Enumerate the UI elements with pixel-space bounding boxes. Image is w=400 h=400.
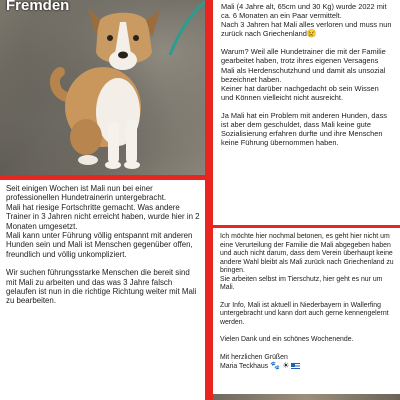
photo-title: Fremden	[6, 0, 70, 14]
progress-achievements: Mali hat riesige Fortschritte gemacht. Was andere Trainer in 3 Jahren nicht erreicht haben, wurde hier in 2 Monaten umgesetzt.	[6, 202, 200, 231]
progress-intro: Seit einigen Wochen ist Mali nun bei einer professionellen Hundetrainerin untergebracht.	[6, 184, 167, 203]
note-greeting: Mit herzlichen Grüßen	[220, 353, 288, 361]
story-lost: Nach 3 Jahren hat Mali alles verloren und muss nun zurück nach Griechenland😢	[221, 20, 392, 39]
crying-face-icon: 😢	[306, 29, 317, 39]
story-problem: Ja Mali hat ein Problem mit anderen Hunden, dass ist aber dem geschuldet, dass Mali keine gute Sozialisierung erfahren durfte und ihre Menschen keine Führung übernommen haben.	[221, 110, 387, 148]
dog-photo	[0, 0, 205, 175]
greek-flag-icon	[291, 363, 300, 369]
story-trainers: Keiner hat darüber nachgedacht ob sein Wissen und Können vielleicht nicht ausreicht.	[221, 83, 379, 102]
story-intro: Mali (4 Jahre alt, 65cm und 30 Kg) wurde 2022 mit ca. 6 Monaten an ein Paar vermittelt.	[221, 2, 387, 21]
note-thanks: Vielen Dank und ein schönes Wochenende.	[220, 336, 354, 343]
progress-call-to-action: Wir suchen führungsstarke Menschen die bereit sind mit Mali zu arbeiten und das was 3 Jahre falsch gelaufen ist nun in die richtige Richtung weiter mit Mali zu bearbeiten.	[6, 268, 197, 306]
text-card-story	[213, 0, 400, 225]
note-signature: Maria Teckhaus 🐾 ☀	[220, 362, 394, 372]
text-card-note	[213, 228, 400, 400]
paw-sun-icon: 🐾 ☀	[270, 361, 290, 370]
text-card-progress	[0, 180, 205, 400]
dog-icon	[48, 2, 178, 172]
progress-behavior: Mali kann unter Führung völlig entspannt mit anderen Hunden sein und Mali ist Menschen gegenüber offen, freundlich und völlig unkompliziert.	[6, 231, 193, 259]
photo-strip	[213, 394, 400, 400]
story-why: Warum? Weil alle Hundetrainer die mit der Familie gearbeitet haben, trotz ihres eigenen Versagens Mali als Herdenschutzhund und damit als unsozial bezeichnet haben.	[221, 47, 386, 84]
note-tierschutz: Sie arbeiten selbst im Tierschutz, hier geht es nur um Mali.	[220, 275, 383, 291]
note-emphasis: Ich möchte hier nochmal betonen, es geht hier nicht um eine Verurteilung der Familie die Mali abgegeben haben und auch nicht darum, dass dem Verein überhaupt keine andere Wahl bleibt als Mali zurück nach Griechenland zu bringen.	[220, 233, 394, 274]
note-location: Zur Info, Mali ist aktuell in Niederbayern in Wallerfing untergebracht und kann dort auch gerne kennengelernt werden.	[220, 301, 389, 326]
